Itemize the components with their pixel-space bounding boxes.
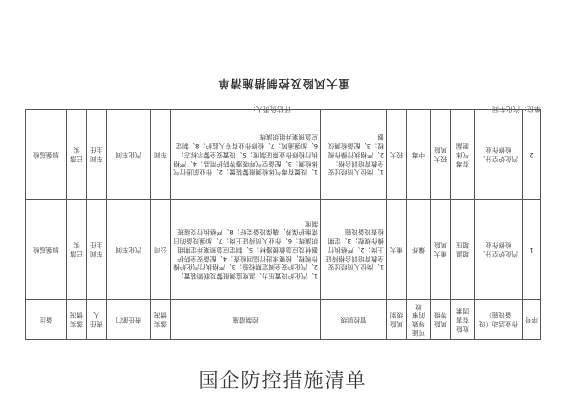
header-dept: 责任部门 xyxy=(107,299,151,339)
cell-risk-point: 有毒气体泄漏 xyxy=(451,109,475,199)
unit-value: 汽化车间 xyxy=(492,105,520,113)
header-remark: 备注 xyxy=(26,299,67,339)
cell-implement: 已落实 xyxy=(67,199,87,299)
header-implement-2: 落实情况 xyxy=(67,299,87,339)
cell-risk-level: 重大风险 xyxy=(431,199,451,299)
cell-tech: 1、岗位人员经过安全教育培训合格；2、严格执行操作规程；3、配备检测仪器 xyxy=(321,109,387,199)
cell-hazard: 较大 xyxy=(387,109,407,199)
cell-level: 车间 xyxy=(151,109,171,199)
cell-tech: 1、岗位人员经过安全教育培训合格持证上岗；2、严格执行操作规程；3、定期检查设备设施 xyxy=(321,199,387,299)
evaluator-label: 评估负责人： xyxy=(249,105,291,113)
cell-dept: 汽化车间 xyxy=(107,199,151,299)
table-row xyxy=(26,109,541,199)
table-header-row xyxy=(26,299,541,339)
cell-area: 汽化炉空分、检修作业 xyxy=(475,199,523,299)
risk-table xyxy=(25,109,541,340)
table-row xyxy=(26,199,541,299)
cell-remark: 加强巡检 xyxy=(26,199,67,299)
cell-no: 1 xyxy=(523,199,541,299)
cell-risk-level: 较大风险 xyxy=(431,109,451,199)
cell-measures: 1、设置有毒气体检测报警装置；2、作业前进行气体检测；3、配备空气呼吸器等防护用品；4、严格执行检修作业票证制度；5、设置安全警示标志；6、加强通风；7、检修作业有专人监护；8、制定应急预案并组织演练 xyxy=(171,109,321,199)
header-area: 作业活动（设备设施） xyxy=(475,299,523,339)
header-hazard: 风险级别 xyxy=(387,299,407,339)
cell-dept: 汽化车间 xyxy=(107,109,151,199)
header-measures: 控制措施 xyxy=(171,299,321,339)
cell-level: 公司 xyxy=(151,199,171,299)
header-implement: 落实情况 xyxy=(151,299,171,339)
cell-accident: 中毒 xyxy=(407,109,431,199)
cell-accident: 爆炸 xyxy=(407,199,431,299)
cell-person: 车间主任 xyxy=(87,199,107,299)
header-no: 序号 xyxy=(523,299,541,339)
document-page xyxy=(26,70,541,340)
header-risk-point: 危险有害因素 xyxy=(451,299,475,339)
header-accident: 可能导致的事故 xyxy=(407,299,431,339)
cell-person: 车间主任 xyxy=(87,109,107,199)
rotated-document xyxy=(26,70,541,340)
cell-no: 2 xyxy=(523,109,541,199)
cell-implement: 已落实 xyxy=(67,109,87,199)
image-caption: 国企防控措施清单 xyxy=(198,368,367,392)
cell-remark: 加强巡检 xyxy=(26,109,67,199)
cell-risk-point: 超温超压 xyxy=(451,199,475,299)
cell-area: 汽化炉空分、检修作业 xyxy=(475,109,523,199)
header-risk-level: 风险等级 xyxy=(431,299,451,339)
unit-label: 单位： xyxy=(520,105,541,113)
header-management-level: 管控层级 xyxy=(321,299,387,339)
header-person: 责任人 xyxy=(87,299,107,339)
cell-hazard: 重大 xyxy=(387,199,407,299)
document-title: 重大风险及控制措施清单 xyxy=(217,77,350,90)
cell-measures: 1、汽化炉设置压力、温度监测报警及联锁装置；2、汽化炉安全阀定期校验；3、严格执行汽化炉操作规程，按要求进行巡回检查；4、配备安全防护器材及应急救援器材；5、制定应急预案并定期组织演练；6、作业人员持证上岗；7、加强设备的日常维护保养，确保设备完好；8、严格执行交接班制度 xyxy=(171,199,321,299)
